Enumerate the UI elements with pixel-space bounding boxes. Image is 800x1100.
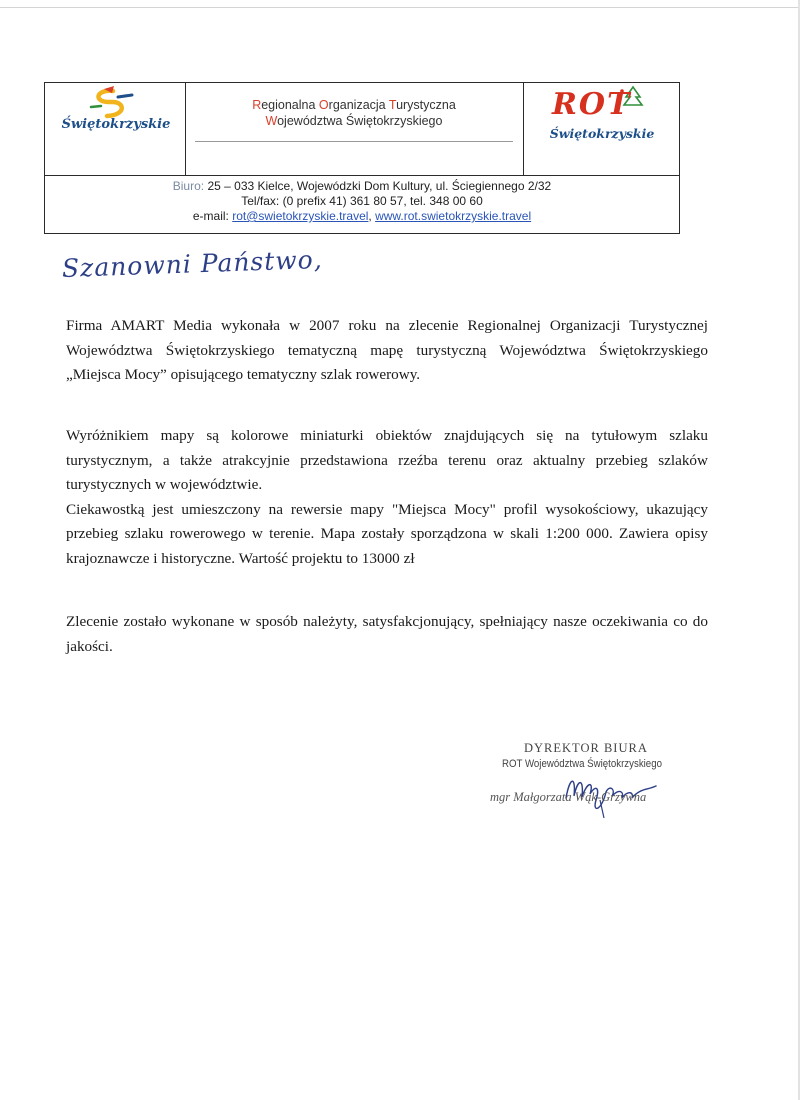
paragraph-conclusion: Zlecenie zostało wykonane w sposób należyty, satysfakcjonujący, spełniający nasze oczekiwania co do jakości. bbox=[66, 613, 708, 655]
office-address-line bbox=[45, 179, 679, 194]
signature-name: mgr Małgorzata Wąk-Grzywna bbox=[490, 790, 647, 804]
email-link[interactable]: rot@swietokrzyskie.travel bbox=[232, 209, 369, 223]
office-phone: Tel/fax: (0 prefix 41) 361 80 57, tel. 348 00 60 bbox=[241, 194, 483, 208]
office-label: Biuro: bbox=[172, 179, 205, 193]
letterhead-right-logo-cell bbox=[523, 83, 680, 175]
handwritten-salutation: Szanowni Państwo, bbox=[61, 244, 324, 283]
office-address: 25 – 033 Kielce, Wojewódzki Dom Kultury, ul. Ściegiennego 2/32 bbox=[204, 179, 552, 193]
letterhead-left-logo-cell bbox=[45, 83, 186, 175]
page-top-rule bbox=[0, 7, 800, 8]
office-contact bbox=[45, 179, 679, 224]
org-name-line-1: Regionalna Organizacja Turystyczna bbox=[252, 98, 456, 112]
rot-logo-mark: ROT bbox=[552, 87, 632, 122]
paragraph-features bbox=[66, 424, 708, 571]
rot-logo-wordmark: Świętokrzyskie bbox=[549, 126, 655, 141]
paragraph-intro: Firma AMART Media wykonała w 2007 roku na zlecenie Regionalnej Organizacji Turystycznej Województwa Świętokrzyskiego tematyczną mapę turystyczną Województwa Świętokrzyskiego „Miejsca Mocy” opisującego tematyczny szlak rowerowy. bbox=[66, 317, 708, 383]
org-name-line-2: Województwa Świętokrzyskiego bbox=[265, 114, 443, 128]
left-logo-wordmark: Świętokrzyskie bbox=[61, 117, 171, 132]
paragraph-features-a: Wyróżnikiem mapy są kolorowe miniaturki obiektów znajdujących się na tytułowym szlaku turystycznym, a także atrakcyjnie przedstawiona rzeźba terenu oraz aktualny przebieg szlaków turystycznych w województwie. bbox=[66, 427, 708, 493]
signature-org: ROT Województwa Świętokrzyskiego bbox=[502, 758, 662, 770]
letterhead-org-cell bbox=[185, 83, 523, 175]
signature-title: DYREKTOR BIURA bbox=[524, 741, 648, 755]
org-name-divider bbox=[195, 141, 513, 142]
letterhead bbox=[44, 82, 680, 234]
letterhead-contact-cell bbox=[45, 175, 679, 234]
paragraph-features-b: Ciekawostką jest umieszczony na rewersie mapy "Miejsca Mocy" profil wysokościowy, ukazujący przebieg szlaku rowerowego w terenie. Mapa zostały sporządzona w skali 1:200 000. Zawiera opisy krajoznawcze i historyczne. Wartość projektu to 13000 zł bbox=[66, 500, 708, 567]
org-name bbox=[185, 97, 523, 129]
website-link[interactable]: www.rot.swietokrzyskie.travel bbox=[375, 209, 532, 223]
swietokrzyskie-logo-icon bbox=[87, 85, 137, 119]
office-email-line: e-mail: rot@swietokrzyskie.travel, www.rot.swietokrzyskie.travel bbox=[192, 209, 532, 223]
